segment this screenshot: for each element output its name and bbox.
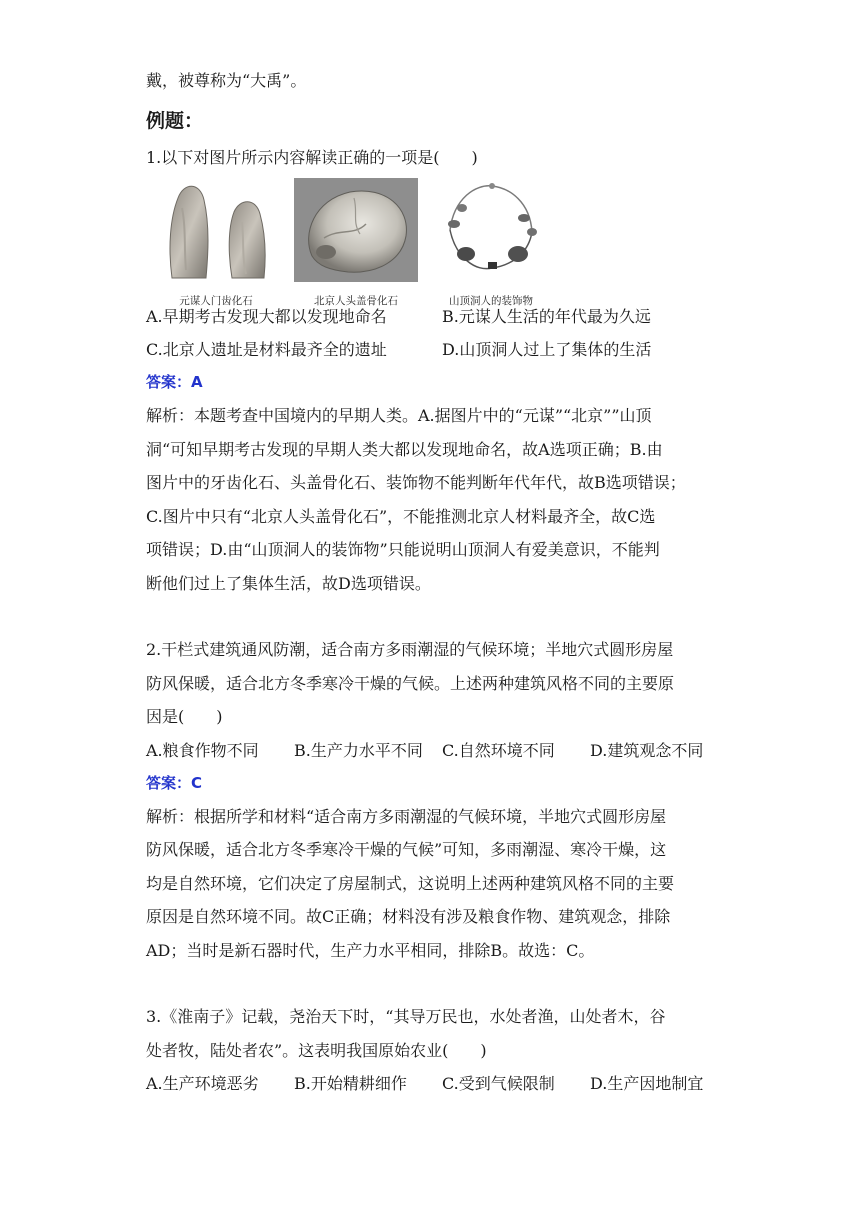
option-c: C.受到气候限制 (442, 1074, 555, 1093)
figure-tooth (156, 178, 276, 308)
figure-ornament (436, 178, 546, 308)
option-a: A.粮食作物不同 (146, 740, 259, 760)
section-heading: 例题： (146, 110, 204, 132)
question-1-options-row-2 (146, 333, 726, 366)
option-c: C.北京人遗址是材料最齐全的遗址 (146, 340, 387, 359)
stem-line: 因是( ) (146, 707, 223, 726)
option-a: A.生产环境恶劣 (146, 1074, 259, 1093)
option-b: B.开始精耕细作 (294, 1074, 407, 1093)
question-2 (146, 633, 726, 967)
stem-line: 防风保暖，适合北方冬季寒冷干燥的气候。上述两种建筑风格不同的主要原 (146, 673, 675, 693)
question-1-options-row-1 (146, 300, 726, 333)
analysis-line: AD；当时是新石器时代，生产力水平相同，排除B。故选：C。 (146, 940, 595, 960)
figure-tooth-caption: 元谋人门齿化石 (179, 295, 253, 307)
option-d: D.生产因地制宜 (590, 1074, 704, 1093)
analysis-line: 图片中的牙齿化石、头盖骨化石、装饰物不能判断年代年代，故B选项错误； (146, 473, 686, 492)
analysis-line: C.图片中只有“北京人头盖骨化石”，不能推测北京人材料最齐全，故C选 (146, 506, 656, 526)
question-1 (146, 141, 726, 600)
question-2-options (146, 734, 726, 767)
analysis-line: 防风保暖，适合北方冬季寒冷干燥的气候”可知，多雨潮湿、寒冷干燥，这 (146, 840, 667, 859)
skull-fossil-image (294, 178, 418, 293)
stem-line: 3.《淮南子》记载，尧治天下时，“其导万民也，水处者渔，山处者木，谷 (146, 1007, 666, 1026)
option-c: C.自然环境不同 (442, 740, 555, 760)
option-d: D.建筑观念不同 (590, 740, 704, 760)
figure-skull (294, 178, 418, 308)
analysis-line: 均是自然环境，它们决定了房屋制式，这说明上述两种建筑风格不同的主要 (146, 873, 675, 893)
question-3 (146, 1000, 726, 1100)
question-1-analysis (146, 399, 726, 600)
question-3-stem (146, 1000, 726, 1067)
document-page (146, 64, 726, 1100)
figure-skull-caption: 北京人头盖骨化石 (314, 295, 398, 307)
necklace-ornament-image (436, 178, 546, 293)
question-1-answer: 答案：A (146, 373, 203, 391)
option-b: B.元谋人生活的年代最为久远 (442, 307, 651, 326)
analysis-line: 项错误；D.由“山顶洞人的装饰物”只能说明山顶洞人有爱美意识，不能判 (146, 540, 660, 559)
figure-ornament-caption: 山顶洞人的装饰物 (449, 295, 533, 307)
stem-line: 处者牧，陆处者农”。这表明我国原始农业( ) (146, 1040, 487, 1060)
question-3-options (146, 1067, 726, 1100)
option-b: B.生产力水平不同 (294, 740, 423, 760)
question-1-figures (156, 178, 726, 307)
option-d: D.山顶洞人过上了集体的生活 (442, 340, 652, 359)
question-2-answer: 答案：C (146, 773, 203, 792)
intro-tail-text: 戴，被尊称为“大禹”。 (146, 71, 307, 90)
analysis-line: 洞“可知早期考古发现的早期人类大都以发现地命名，故A选项正确；B.由 (146, 439, 663, 459)
analysis-line: 解析：本题考查中国境内的早期人类。A.据图片中的“元谋”“北京””山顶 (146, 406, 652, 425)
analysis-line: 断他们过上了集体生活，故D选项错误。 (146, 573, 431, 593)
question-2-stem (146, 633, 726, 734)
analysis-line: 原因是自然环境不同。故C正确；材料没有涉及粮食作物、建筑观念，排除 (146, 907, 671, 926)
question-2-analysis (146, 800, 726, 968)
question-1-stem: 1.以下对图片所示内容解读正确的一项是( ) (146, 148, 478, 167)
stem-line: 2.干栏式建筑通风防潮，适合南方多雨潮湿的气候环境；半地穴式圆形房屋 (146, 640, 674, 659)
tooth-fossil-image (156, 178, 276, 293)
option-a: A.早期考古发现大都以发现地命名 (146, 307, 387, 326)
analysis-line: 解析：根据所学和材料“适合南方多雨潮湿的气候环境，半地穴式圆形房屋 (146, 806, 667, 826)
